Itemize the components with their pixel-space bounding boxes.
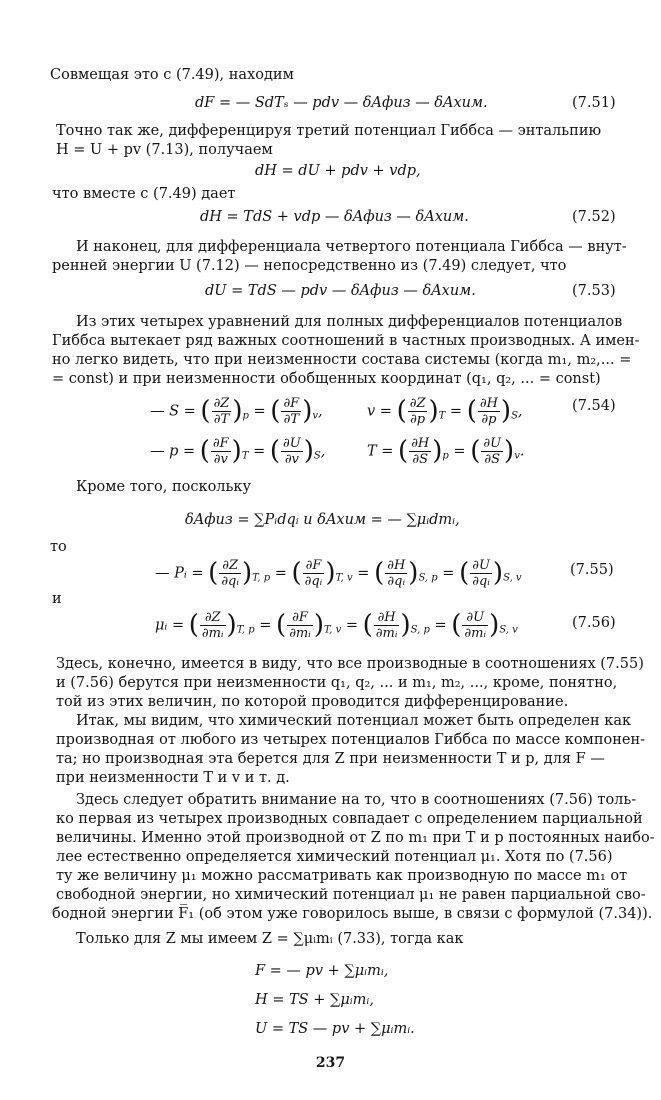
text-line: и (7.56) берутся при неизменности q₁, q₂, ... и m₁, m₂, ..., кроме, понятно, [56,675,618,691]
text-line: Кроме того, поскольку [76,479,252,495]
text-line: Гиббса вытекает ряд важных соотношений в частных производных. А имен- [52,333,640,349]
text-line: лее естественно определяется химический потенциал μ₁. Хотя по (7.56) [56,849,613,865]
equation-7-54-b: v = ( $\frac{\partial Z}{\partial p}$ )$_T$ = ( $\frac{\partial H}{\partial p}$ )$_S$, [367,395,523,427]
text-line: что вместе с (7.49) дает [52,186,236,202]
text-line: и [52,591,62,607]
text-line: Совмещая это с (7.49), находим [50,67,294,83]
equation-7-53: dU = TdS — pdv — δAфиз — δAхим. [205,283,476,299]
text-line: ренней энергии U (7.12) — непосредственно из (7.49) следует, что [52,258,567,274]
equation-u: U = TS — pv + ∑μᵢmᵢ. [255,1021,415,1037]
equation-7-51: dF = — SdTₛ — pdv — δAфиз — δAхим. [195,95,488,111]
text-line: свободной энергии, но химический потенциал μ₁ не равен парциальной сво- [56,887,646,903]
equation-7-56: μᵢ = ( $\frac{\partial Z}{\text{∂mᵢ}}$ )$_{T, p}$ = ( $\frac{\partial F}{\text{∂mᵢ}}$ )$_{T, v}$ = ( $\frac{\partial H}{\text{∂mᵢ}}$ )$_{S, p}$ = ( $\frac{\partial U}{\text{∂mᵢ}}$ )$_{S, v}$ [155,609,518,641]
equation-delta-a: δAфиз = ∑Pᵢdqᵢ и δAхим = — ∑μᵢdmᵢ, [185,512,460,528]
text-line: Точно так же, дифференцируя третий потенциал Гиббса — энтальпию [56,123,602,139]
text-line: при неизменности T и v и т. д. [56,770,290,786]
equation-dh: dH = dU + pdv + vdp, [255,163,421,179]
text-line: ко первая из четырех производных совпадает с определением парциальной [56,811,643,827]
equation-7-52: dH = TdS + vdp — δAфиз — δAхим. [200,209,469,225]
text-line: то [50,539,67,555]
text-line: = const) и при неизменности обобщенных координат (q₁, q₂, ... = const) [52,371,601,387]
equation-number: (7.53) [572,283,616,299]
text-line: величины. Именно этой производной от Z по m₁ при T и p постоянных наибо- [56,830,655,846]
equation-7-54-c: — p = ( $\frac{\partial F}{\partial v}$ )$_T$ = ( $\frac{\partial U}{\partial v}$ )$_S$, [150,435,326,467]
page-number: 237 [315,1055,346,1071]
text-line: производная от любого из четырех потенциалов Гиббса по массе компонен- [56,732,646,748]
equation-h: H = TS + ∑μᵢmᵢ, [255,992,374,1008]
equation-number: (7.52) [572,209,616,225]
equation-number: (7.54) [572,398,616,414]
equation-number: (7.56) [572,615,616,631]
text-line: И наконец, для дифференциала четвертого потенциала Гиббса — внут- [76,239,627,255]
equation-7-55: — Pᵢ = ( $\frac{\partial Z}{\text{∂qᵢ}}$ )$_{T, p}$ = ( $\frac{\partial F}{\text{∂qᵢ}}$ )$_{T, v}$ = ( $\frac{\partial H}{\text{∂qᵢ}}$ )$_{S, p}$ = ( $\frac{\partial U}{\text{∂qᵢ}}$ )$_{S, v}$ [155,557,522,589]
text-line: Здесь следует обратить внимание на то, что в соотношениях (7.56) толь- [76,792,637,808]
equation-f: F = — pv + ∑μᵢmᵢ, [255,963,389,979]
equation-number: (7.55) [570,562,614,578]
text-line: H = U + pv (7.13), получаем [56,142,273,158]
equation-7-54-d: T = ( $\frac{\partial H}{\partial S}$ )$_p$ = ( $\frac{\partial U}{\partial S}$ )$_v$. [367,435,525,467]
text-line: той из этих величин, по которой проводится дифференцирование. [56,694,569,710]
text-line: ту же величину μ₁ можно рассматривать как производную по массе m₁ от [56,868,628,884]
text-line: Итак, мы видим, что химический потенциал может быть определен как [76,713,632,729]
text-line: Здесь, конечно, имеется в виду, что все производные в соотношениях (7.55) [56,656,644,672]
text-line: но легко видеть, что при неизменности состава системы (когда m₁, m₂,... = [52,352,632,368]
text-line: Только для Z мы имеем Z = ∑μᵢmᵢ (7.33), тогда как [76,931,464,947]
text-line: та; но производная эта берется для Z при неизменности T и p, для F — [56,751,605,767]
text-line: Из этих четырех уравнений для полных дифференциалов потенциалов [76,314,623,330]
equation-7-54-a: — S = ( $\frac{\partial Z}{\partial T}$ )$_p$ = ( $\frac{\partial F}{\partial T}$ )$_v$, [150,395,323,427]
text-line: бодной энергии F̅₁ (об этом уже говорилось выше, в связи с формулой (7.34)). [52,906,653,922]
equation-number: (7.51) [572,95,616,111]
